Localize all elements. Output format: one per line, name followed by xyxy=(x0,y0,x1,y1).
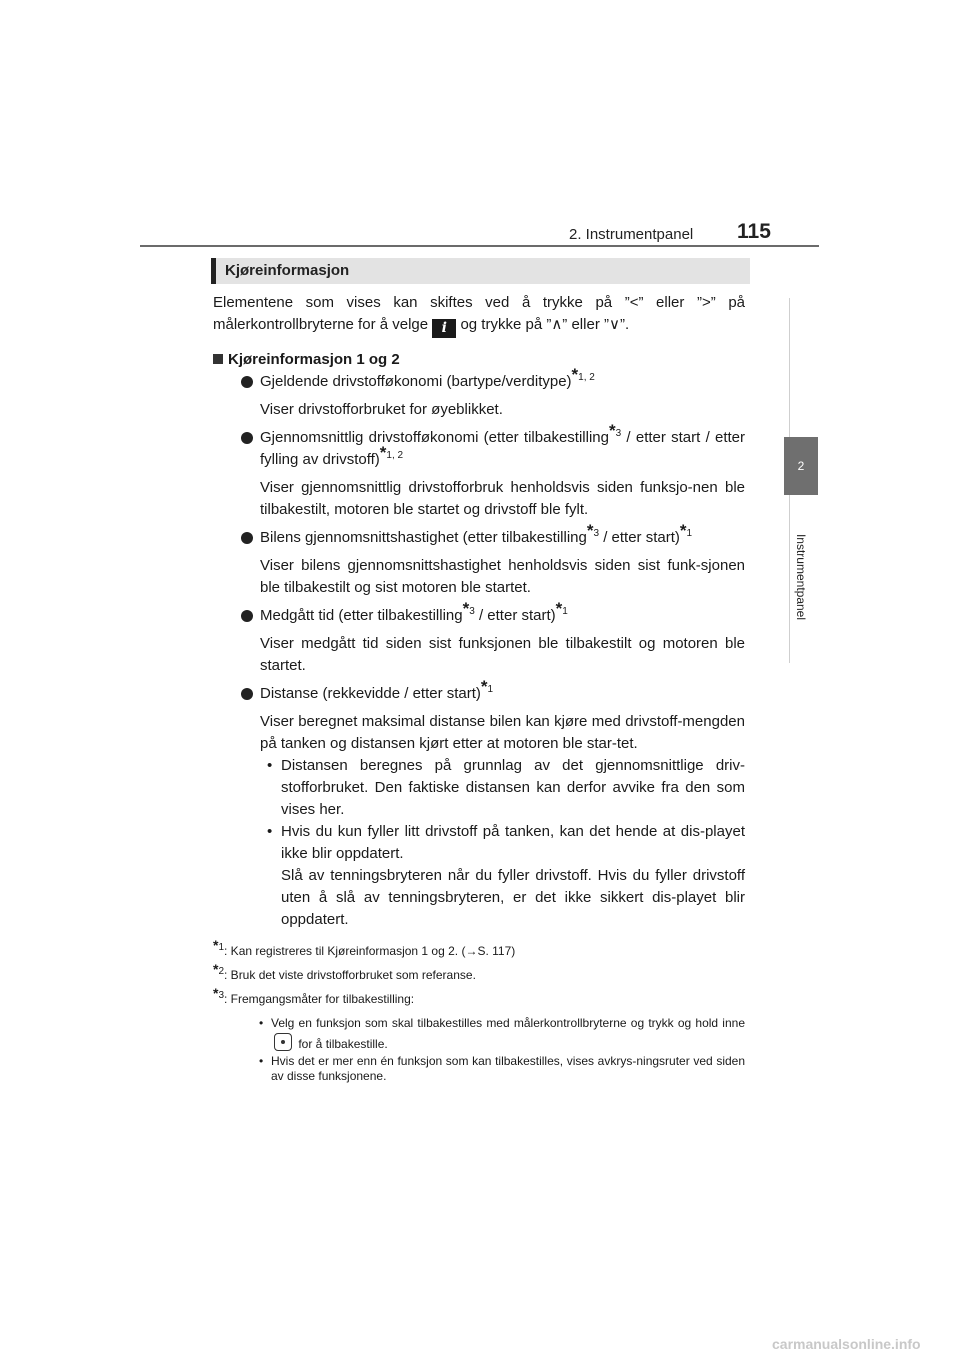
small-bullet-icon: • xyxy=(259,1054,264,1068)
page-header-section: 2. Instrumentpanel xyxy=(569,226,694,243)
chapter-number: 2 xyxy=(797,459,805,473)
intro-paragraph xyxy=(213,292,745,338)
info-icon: i xyxy=(432,319,456,338)
page-number: 115 xyxy=(737,220,771,243)
bullet-description: Viser gjennomsnittlig drivstofforbruk henholdsvis siden funksjo-nen ble tilbakestilt, motoren ble startet og drivstoff ble fylt. xyxy=(260,479,745,518)
chapter-tab xyxy=(784,437,818,495)
bullet-dot-icon xyxy=(241,376,253,388)
header-rule xyxy=(140,245,819,247)
bullet-dot-icon xyxy=(241,688,253,700)
section-title: Kjøreinformasjon xyxy=(225,262,350,279)
bullet-item: Gjennomsnittlig drivstofføkonomi (etter tilbakestilling$^{*3}$ / etter start / etter fylling av drivstoff)$^{*1, 2}$ xyxy=(213,427,745,471)
bullet-item: Gjeldende drivstofføkonomi (bartype/verditype)$^{*1, 2}$ xyxy=(213,371,745,393)
bullet-dot-icon xyxy=(241,432,253,444)
section-header xyxy=(211,258,750,284)
main-content xyxy=(213,292,745,1084)
footnote-1: $^{*1}$: Kan registreres til Kjøreinformasjon 1 og 2. (→S. 117) xyxy=(213,937,516,958)
small-bullet-icon: • xyxy=(267,757,273,774)
bullet-item: Distanse (rekkevidde / etter start)$^{*1}$ xyxy=(213,683,745,705)
footnote-3: $^{*3}$: Fremgangsmåter for tilbakestilling: xyxy=(213,985,415,1006)
square-bullet-icon xyxy=(213,354,223,364)
intro-text-2: og trykke på ”∧” eller ”∨”. xyxy=(460,316,630,333)
note-item: • Hvis du kun fyller litt drivstoff på tanken, kan det hende at dis-playet ikke blir oppdatert. xyxy=(267,823,745,862)
watermark: carmanualsonline.info xyxy=(772,1336,921,1352)
bullet-description: Viser bilens gjennomsnittshastighet henholdsvis siden sist funk-sjonen ble tilbakestilt og sist motoren ble startet. xyxy=(260,557,745,596)
bullet-item: Bilens gjennomsnittshastighet (etter tilbakestilling$^{*3}$ / etter start)$^{*1}$ xyxy=(213,527,745,549)
subsection-title: Kjøreinformasjon 1 og 2 xyxy=(213,349,745,371)
small-bullet-icon: • xyxy=(267,823,273,840)
bullet-description: Viser beregnet maksimal distanse bilen kan kjøre med drivstoff-mengden på tanken og distansen kjørt etter at motoren ble star-tet. xyxy=(260,713,745,752)
note-item: • Distansen beregnes på grunnlag av det gjennomsnittlige driv-stofforbruket. Den faktiske distansen kan derfor avvike fra den som vises her. xyxy=(267,757,745,818)
ok-button-icon xyxy=(274,1033,292,1051)
note-item-continued: Slå av tenningsbryteren når du fyller drivstoff. Hvis du fyller drivstoff uten å slå av tenningsbryteren, er det ikke sikkert dis-playet blir oppdatert. xyxy=(281,867,745,928)
bullet-description: Viser drivstofforbruket for øyeblikket. xyxy=(260,401,503,418)
chapter-side-label: Instrumentpanel xyxy=(794,533,808,621)
bullet-item: Medgått tid (etter tilbakestilling$^{*3}$ / etter start)$^{*1}$ xyxy=(213,605,745,627)
footnote-2: $^{*2}$: Bruk det viste drivstofforbruket som referanse. xyxy=(213,961,476,982)
bullet-dot-icon xyxy=(241,610,253,622)
intro-text-1: Elementene som vises kan skiftes ved å trykke på ”<” eller ”>” på målerkontrollbryterne for å velge xyxy=(213,294,745,333)
footnote-item: • Hvis det er mer enn én funksjon som kan tilbakestilles, vises avkrys-ningsruter ved siden av disse funksjonene. xyxy=(259,1054,745,1083)
small-bullet-icon: • xyxy=(259,1016,264,1030)
footnote-item: • Velg en funksjon som skal tilbakestilles med målerkontrollbryterne og trykk og hold inne for å tilbakestille. xyxy=(213,1013,745,1054)
bullet-description: Viser medgått tid siden sist funksjonen ble tilbakestilt og motoren ble startet. xyxy=(260,635,745,674)
bullet-dot-icon xyxy=(241,532,253,544)
section-header-bar xyxy=(211,258,216,284)
